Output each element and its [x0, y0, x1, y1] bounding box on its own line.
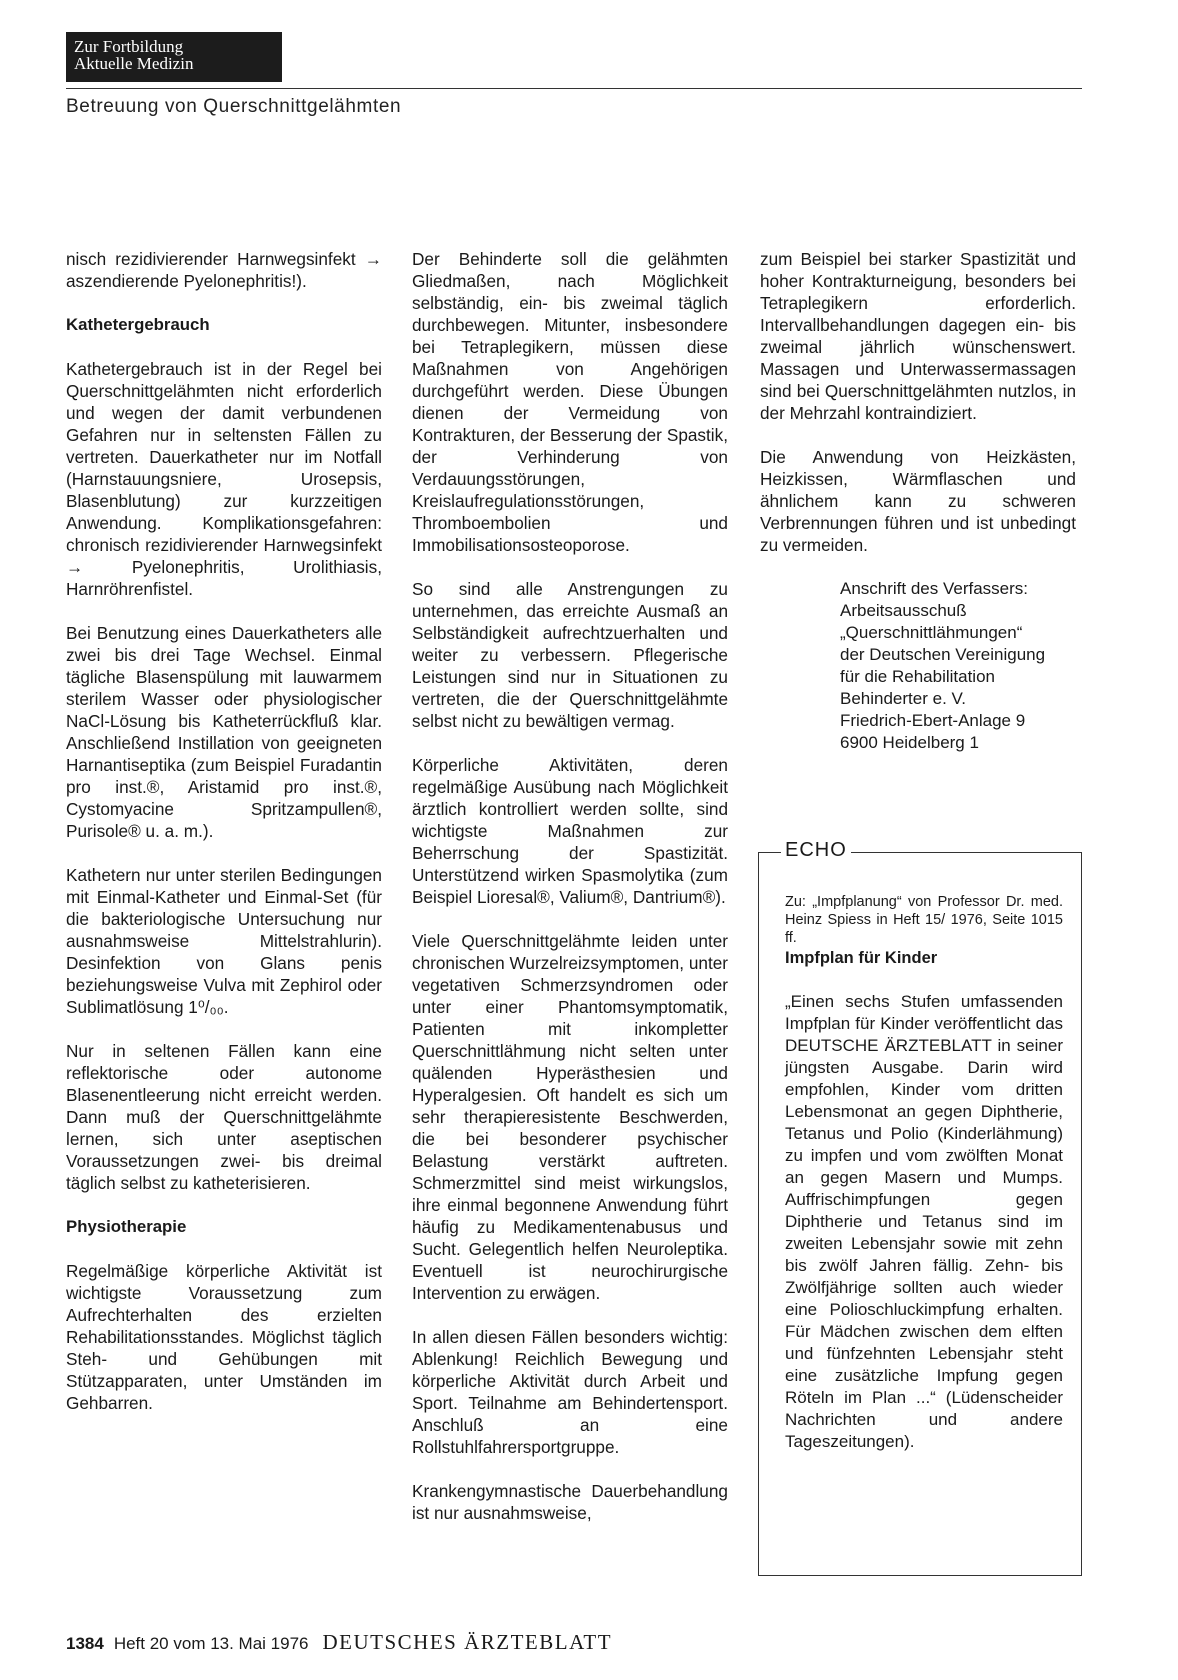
echo-label: ECHO: [781, 839, 851, 861]
author-address: [840, 578, 1076, 754]
paragraph: In allen diesen Fällen besonders wichtig: Ablenkung! Reichlich Bewegung und körperliche Aktivität durch Arbeit und Sport. Teilnahme am Behindertensport. Anschluß an eine Rollstuhlfahrersportgruppe.: [412, 1327, 728, 1457]
address-line: Arbeitsausschuß: [840, 601, 967, 620]
section-badge-line2: Aktuelle Medizin: [74, 54, 194, 73]
page-footer: [66, 1630, 612, 1655]
address-line: Behinderter e. V.: [840, 689, 967, 708]
address-line: Anschrift des Verfassers:: [840, 579, 1029, 598]
paragraph: zum Beispiel bei starker Spastizität und hoher Kontrakturneigung, besonders bei Tetraplegikern erforderlich. Intervallbehandlungen dagegen ein- bis zweimal jährlich wünschenswert. Massagen und Unterwassermassagen sind bei Querschnittgelähmten nutzlos, in der Mehrzahl kontraindiziert.: [760, 249, 1076, 423]
paragraph: Bei Benutzung eines Dauerkatheters alle zwei bis drei Tage Wechsel. Einmal tägliche Blasenspülung mit lauwarmem sterilem Wasser oder physiologischer NaCl-Lösung bis Katheterrückfluß klar. Anschließend Instillation von geeigneten Harnantiseptika (zum Beispiel Furadantin pro inst.®, Aristamid pro inst.®, Cystomyacine Spritzampullen®, Purisole® u. a. m.).: [66, 623, 382, 841]
paragraph: Kathetergebrauch ist in der Regel bei Querschnittgelähmten nicht erforderlich und wegen der damit verbundenen Gefahren nur in seltensten Fällen zu vertreten. Dauerkatheter nur im Notfall (Harnstauungsniere, Urosepsis, Blasenblutung) zur kurzzeitigen Anwendung. Komplikationsgefahren: chronisch rezidivierender Harnwegsinfekt → Pyelonephritis, Urolithiasis, Harnröhrenfistel.: [66, 359, 382, 599]
paragraph: Kathetern nur unter sterilen Bedingungen mit Einmal-Katheter und Einmal-Set (für die bakteriologische Untersuchung nur ausnahmsweise Mittelstrahlurin). Desinfektion von Glans penis beziehungsweise Vulva mit Zephirol oder Sublimatlösung 1⁰/₀₀.: [66, 865, 382, 1017]
paragraph: Die Anwendung von Heizkästen, Heizkissen, Wärmflaschen und ähnlichem kann zu schweren Verbrennungen führen und ist unbedingt zu vermeiden.: [760, 447, 1076, 555]
paragraph: Regelmäßige körperliche Aktivität ist wichtigste Voraussetzung zum Aufrechterhalten des erzielten Rehabilitationsstandes. Möglichst täglich Steh- und Gehübungen mit Stützapparaten, unter Umständen im Gehbarren.: [66, 1261, 382, 1413]
paragraph: nisch rezidivierender Harnwegsinfekt → aszendierende Pyelonephritis!).: [66, 249, 382, 291]
echo-heading: Impfplan für Kinder: [785, 949, 938, 967]
paragraph: Körperliche Aktivitäten, deren regelmäßige Ausübung nach Möglichkeit ärztlich kontrolliert werden sollte, sind wichtigste Maßnahmen zur Beherrschung der Spastizität. Unterstützend wirken Spasmolytika (zum Beispiel Lioresal®, Valium®, Dantrium®).: [412, 755, 728, 907]
address-line: 6900 Heidelberg 1: [840, 733, 979, 752]
echo-reference: Zu: „Impfplanung“ von Professor Dr. med. Heinz Spiess in Heft 15/ 1976, Seite 1015 ff.: [785, 894, 1063, 946]
address-line: für die Rehabilitation: [840, 667, 995, 686]
journal-name: DEUTSCHES ÄRZTEBLATT: [322, 1630, 613, 1654]
address-line: Friedrich-Ebert-Anlage 9: [840, 711, 1026, 730]
column-2: [412, 248, 728, 1546]
section-heading-physiotherapie: Physiotherapie: [66, 1217, 187, 1236]
header-rule: [66, 88, 1082, 89]
paragraph: So sind alle Anstrengungen zu unternehmen, das erreichte Ausmaß an Selbständigkeit aufrechtzuerhalten und weiter zu verbessern. Pflegerische Leistungen sind nur in Situationen zu vertreten, die der Querschnittgelähmte selbst nicht zu bewältigen vermag.: [412, 579, 728, 731]
paragraph: Der Behinderte soll die gelähmten Gliedmaßen, nach Möglichkeit selbständig, ein- bis zweimal täglich durchbewegen. Mitunter, insbesondere bei Tetraplegikern, müssen diese Maßnahmen von Angehörigen durchgeführt werden. Diese Übungen dienen der Vermeidung von Kontrakturen, der Besserung der Spastik, der Verhinderung von Verdauungsstörungen, Kreislaufregulationsstörungen, Thromboembolien und Immobilisationsosteoporose.: [412, 249, 728, 555]
paragraph: Nur in seltenen Fällen kann eine reflektorische oder autonome Blasenentleerung nicht erreicht werden. Dann muß der Querschnittgelähmte lernen, sich unter aseptischen Voraussetzungen zwei- bis dreimal täglich selbst zu katheterisieren.: [66, 1041, 382, 1193]
section-badge: [66, 32, 282, 82]
paragraph: Krankengymnastische Dauerbehandlung ist nur ausnahmsweise,: [412, 1481, 728, 1523]
issue-info: Heft 20 vom 13. Mai 1976: [113, 1634, 309, 1653]
address-line: „Querschnittlähmungen“: [840, 623, 1023, 642]
section-heading-kathetergebrauch: Kathetergebrauch: [66, 315, 210, 334]
page-number: 1384: [66, 1634, 104, 1653]
address-line: der Deutschen Vereinigung: [840, 645, 1046, 664]
column-3: [760, 248, 1076, 754]
echo-body: „Einen sechs Stufen umfassenden Impfplan für Kinder veröffentlicht das DEUTSCHE ÄRZTEBLATT in seiner jüngsten Ausgabe. Darin wird empfohlen, Kinder vom dritten Lebensmonat an gegen Diphtherie, Tetanus und Polio (Kinderlähmung) zu impfen und vom zwölften Monat an gegen Masern und Mumps. Auffrischimpfungen gegen Diphtherie und Tetanus sind im zweiten Lebensjahr sowie mit zehn bis zwölf Jahren fällig. Zehn- bis Zwölfjährige sollten auch wieder eine Polioschluckimpfung erhalten. Für Mädchen zwischen dem elften und fünfzehnten Lebensjahr steht eine zusätzliche Impfung gegen Röteln im Plan ...“ (Lüdenscheider Nachrichten und andere Tageszeitungen).: [785, 992, 1063, 1451]
column-1: [66, 248, 382, 1436]
paragraph: Viele Querschnittgelähmte leiden unter chronischen Wurzelreizsymptomen, unter vegetativen Schmerzsyndromen oder unter einer Phantomsymptomatik, Patienten mit inkompletter Querschnittlähmung nicht selten unter quälenden Hyperästhesien und Hyperalgesien. Oft handelt es sich um sehr therapieresistente Beschwerden, die bei besonderer psychischer Belastung verstärkt auftreten. Schmerzmittel sind meist wirkungslos, ihre einmal begonnene Anwendung führt häufig zu Medikamentenabusus und Sucht. Gelegentlich helfen Neuroleptika. Eventuell ist neurochirurgische Intervention zu erwägen.: [412, 931, 728, 1303]
echo-box: [758, 839, 1082, 1576]
running-title: Betreuung von Querschnittgelähmten: [66, 96, 402, 117]
section-badge-line1: Zur Fortbildung: [74, 37, 184, 56]
